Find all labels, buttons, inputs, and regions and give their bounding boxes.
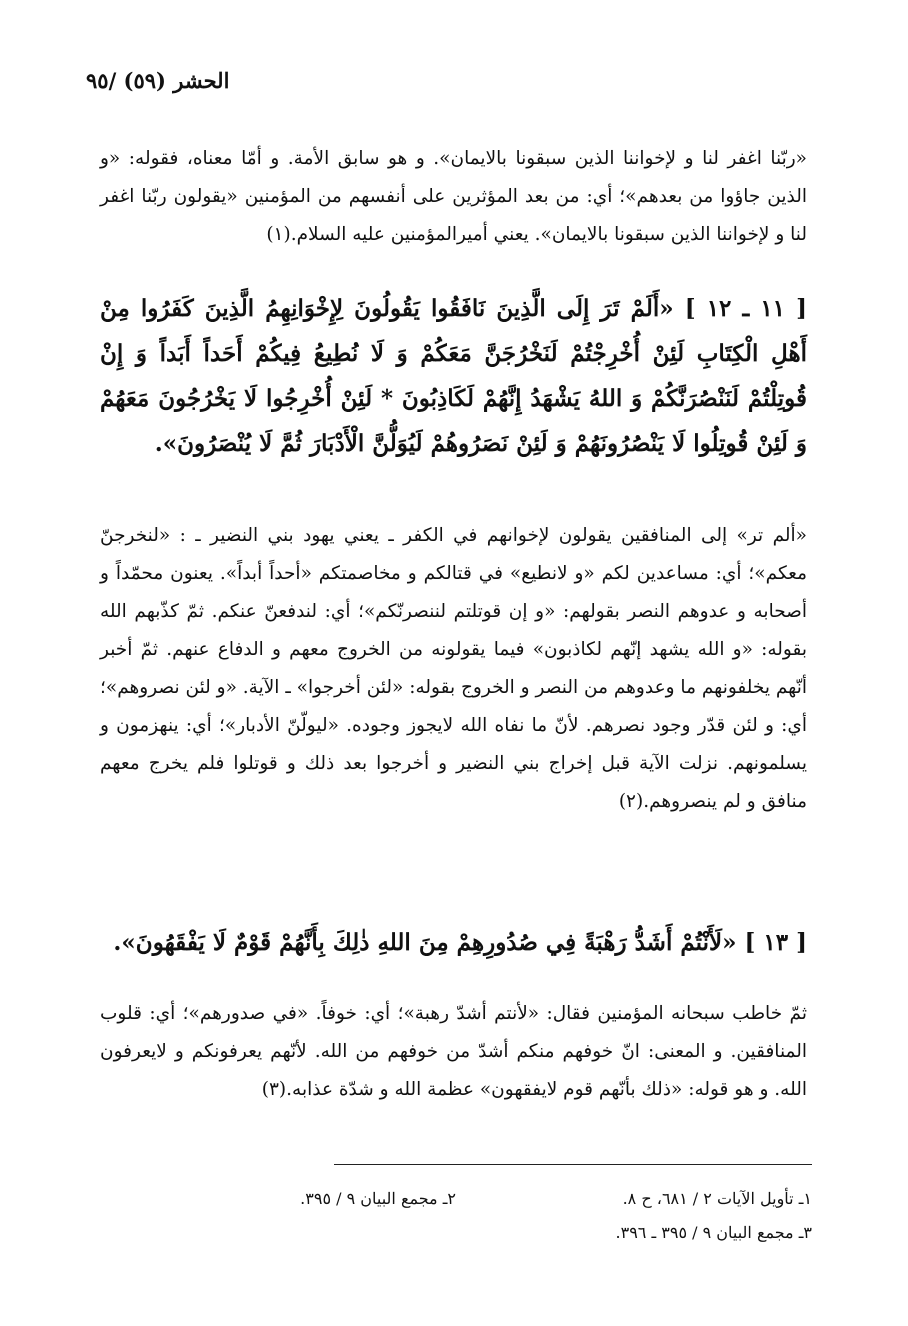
commentary-paragraph-3: ثمّ خاطب سبحانه المؤمنين فقال: «لأنتم أشدّ رهبة»؛ أي: خوفاً. «في صدورهم»؛ أي: قلوب المنافقين. و المعنى: انّ خوفهم منكم أشدّ من خوفهم من الله. لأنّهم يعرفونكم و لايعرفون الله. و هو قوله: «ذلك بأنّهم قوم لايفقهون» عظمة الله و شدّة عذابه.(٣) [100, 1003, 807, 1100]
footnote-row-2 [100, 1216, 812, 1250]
commentary-paragraph-2: «ألم تر» إلى المنافقين يقولون لإخوانهم في الكفر ـ يعني يهود بني النضير ـ : «لنخرجنّ معكم»؛ أي: مساعدين لكم «و لانطيع» في قتالكم و مخاصمتكم «أحداً أبداً». يعنون محمّداً و أصحابه و عدوهم النصر بقولهم: «و إن قوتلتم لننصرنّكم»؛ أي: لندفعنّ عنكم. ثمّ كذّبهم الله بقوله: «و الله يشهد إنّهم لكاذبون» فيما يقولونه من الخروج معهم و الدفاع عنهم. ثمّ أخبر أنّهم يخلفونهم ما وعدوهم من النصر و الخروج بقوله: «لئن أخرجوا» ـ الآية. «و لئن نصروهم»؛ أي: و لئن قدّر وجود نصرهم. لأنّ ما نفاه الله لايجوز وجوده. «ليولّنّ الأدبار»؛ أي: ينهزمون و يسلمونهم. نزلت الآية قبل إخراج بني النضير و أخرجوا بعد ذلك و قوتلوا فلم يخرج معهم منافق و لم ينصروهم.(٢) [100, 525, 807, 812]
quran-verse-13: [ ١٣ ] «لَأَنْتُمْ أَشَدُّ رَهْبَةً فِي صُدُورِهِمْ مِنَ اللهِ ذٰلِكَ بِأَنَّهُمْ قَوْمٌ لَا يَفْقَهُونَ». [113, 929, 807, 956]
page-header: الحشر (٥٩) /٩٥ [86, 68, 230, 93]
quran-verse-11-12: [ ١١ ـ ١٢ ] «أَلَمْ تَرَ إِلَى الَّذِينَ نَافَقُوا يَقُولُونَ لِإِخْوَانِهِمُ الَّذِينَ كَفَرُوا مِنْ أَهْلِ الْكِتَابِ لَئِنْ أُخْرِجْتُمْ لَنَخْرُجَنَّ مَعَكُمْ وَ لَا نُطِيعُ فِيكُمْ أَحَداً أَبَداً وَ إِنْ قُوتِلْتُمْ لَنَنْصُرَنَّكُمْ وَ اللهُ يَشْهَدُ إِنَّهُمْ لَكَاذِبُونَ * لَئِنْ أُخْرِجُوا لَا يَخْرُجُونَ مَعَهُمْ وَ لَئِنْ قُوتِلُوا لَا يَنْصُرُونَهُمْ وَ لَئِنْ نَصَرُوهُمْ لَيُوَلُّنَّ الْأَدْبَارَ ثُمَّ لَا يُنْصَرُونَ». [100, 295, 807, 457]
footnotes [100, 1182, 812, 1250]
footnote-divider [334, 1164, 812, 1165]
footnote-3: ٣ـ مجمع البيان ٩ / ٣٩٥ ـ ٣٩٦. [615, 1223, 812, 1242]
footnote-row-1 [100, 1182, 812, 1216]
commentary-paragraph-1: «ربّنا اغفر لنا و لإخواننا الذين سبقونا بالايمان». و هو سابق الأمة. و أمّا معناه، فقوله: «و الذين جاؤوا من بعدهم»؛ أي: من بعد المؤثرين على أنفسهم من المؤمنين «يقولون ربّنا اغفر لنا و لإخواننا الذين سبقونا بالايمان». يعني أميرالمؤمنين عليه السلام.(١) [100, 148, 807, 245]
footnote-2: ٢ـ مجمع البيان ٩ / ٣٩٥. [300, 1189, 456, 1208]
footnote-1: ١ـ تأويل الآيات ٢ / ٦٨١، ح ٨. [622, 1189, 812, 1208]
